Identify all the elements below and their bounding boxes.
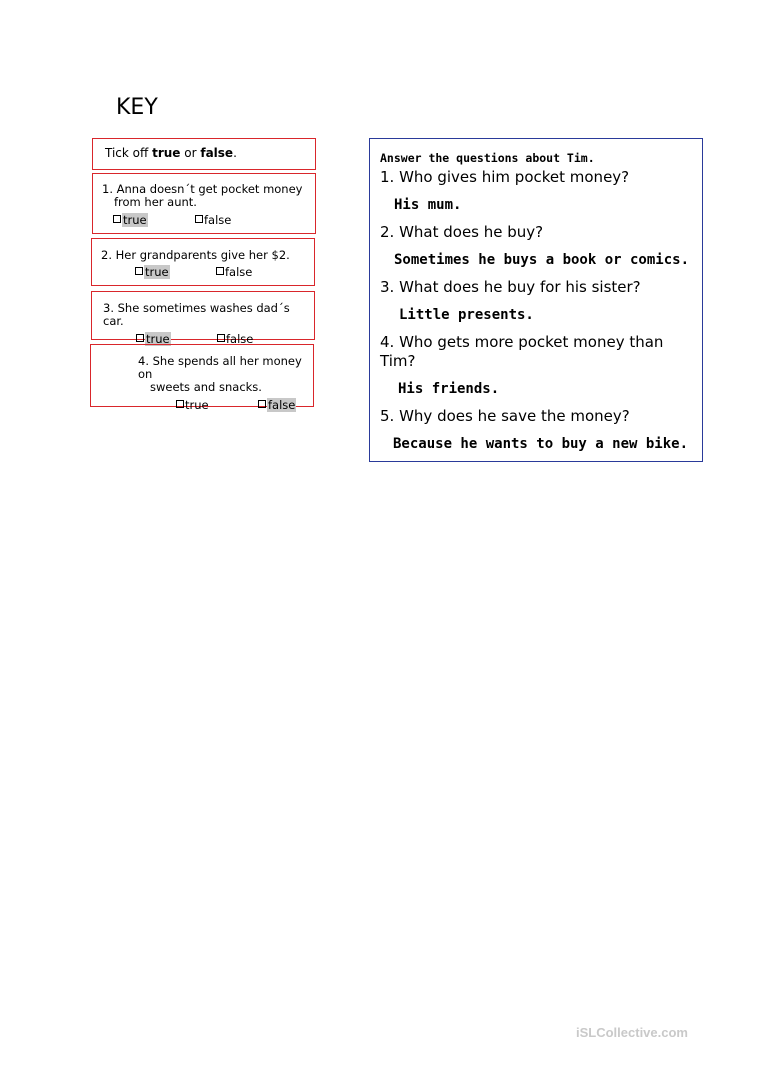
answer: His friends. [398, 381, 500, 397]
question: 5. Why does he save the money? [380, 407, 630, 425]
statement-text: 1. Anna doesn´t get pocket money [102, 182, 303, 196]
checkbox-icon[interactable] [135, 267, 143, 275]
watermark: iSLCollective.com [576, 1025, 688, 1040]
question: 4. Who gets more pocket money than Tim? [380, 333, 664, 370]
question: 1. Who gives him pocket money? [380, 168, 630, 186]
statement-box-3 [91, 291, 315, 346]
checkbox-icon[interactable] [113, 215, 121, 223]
option-true-label: true [145, 265, 169, 279]
statement-box-2 [91, 238, 315, 286]
tick-instruction-box [92, 138, 316, 170]
option-true-label: true [146, 332, 170, 346]
instruction-prefix: Tick off [105, 146, 153, 160]
questions-heading: Answer the questions about Tim. [380, 151, 595, 165]
option-false-label: false [226, 332, 254, 346]
instruction-false-word: false [200, 146, 234, 160]
answer: Because he wants to buy a new bike. [393, 436, 689, 452]
checkbox-icon[interactable] [136, 334, 144, 342]
checkbox-icon[interactable] [176, 400, 184, 408]
option-true[interactable] [135, 266, 170, 279]
option-false-label: false [204, 213, 232, 227]
answer: Sometimes he buys a book or comics. [394, 252, 690, 268]
option-false[interactable] [258, 399, 296, 412]
option-true-label: true [123, 213, 147, 227]
option-true-label: true [185, 398, 209, 412]
statement-text-cont: sweets and snacks. [150, 380, 262, 394]
statement-text: 2. Her grandparents give her $2. [101, 248, 290, 262]
checkbox-icon[interactable] [217, 334, 225, 342]
option-true[interactable] [113, 214, 148, 227]
instruction-true-word: true [152, 146, 181, 160]
answer: Little presents. [399, 307, 534, 323]
option-false-label: false [268, 398, 296, 412]
question: 3. What does he buy for his sister? [380, 278, 641, 296]
statement-text: 4. She spends all her money on [138, 354, 302, 381]
statement-text-cont: from her aunt. [114, 195, 197, 209]
answer: His mum. [394, 197, 462, 213]
statement-text: 3. She sometimes washes dad´s car. [103, 301, 290, 328]
option-false-label: false [225, 265, 253, 279]
questions-box [369, 138, 703, 462]
statement-box-1 [92, 173, 316, 234]
option-true[interactable] [176, 399, 209, 412]
option-false[interactable] [195, 214, 231, 227]
statement-box-4 [90, 344, 314, 412]
page-title: KEY [116, 95, 158, 120]
checkbox-icon[interactable] [216, 267, 224, 275]
checkbox-icon[interactable] [195, 215, 203, 223]
checkbox-icon[interactable] [258, 400, 266, 408]
instruction-suffix: . [233, 146, 237, 160]
instruction-or: or [180, 146, 201, 160]
question: 2. What does he buy? [380, 223, 544, 241]
option-false[interactable] [216, 266, 252, 279]
